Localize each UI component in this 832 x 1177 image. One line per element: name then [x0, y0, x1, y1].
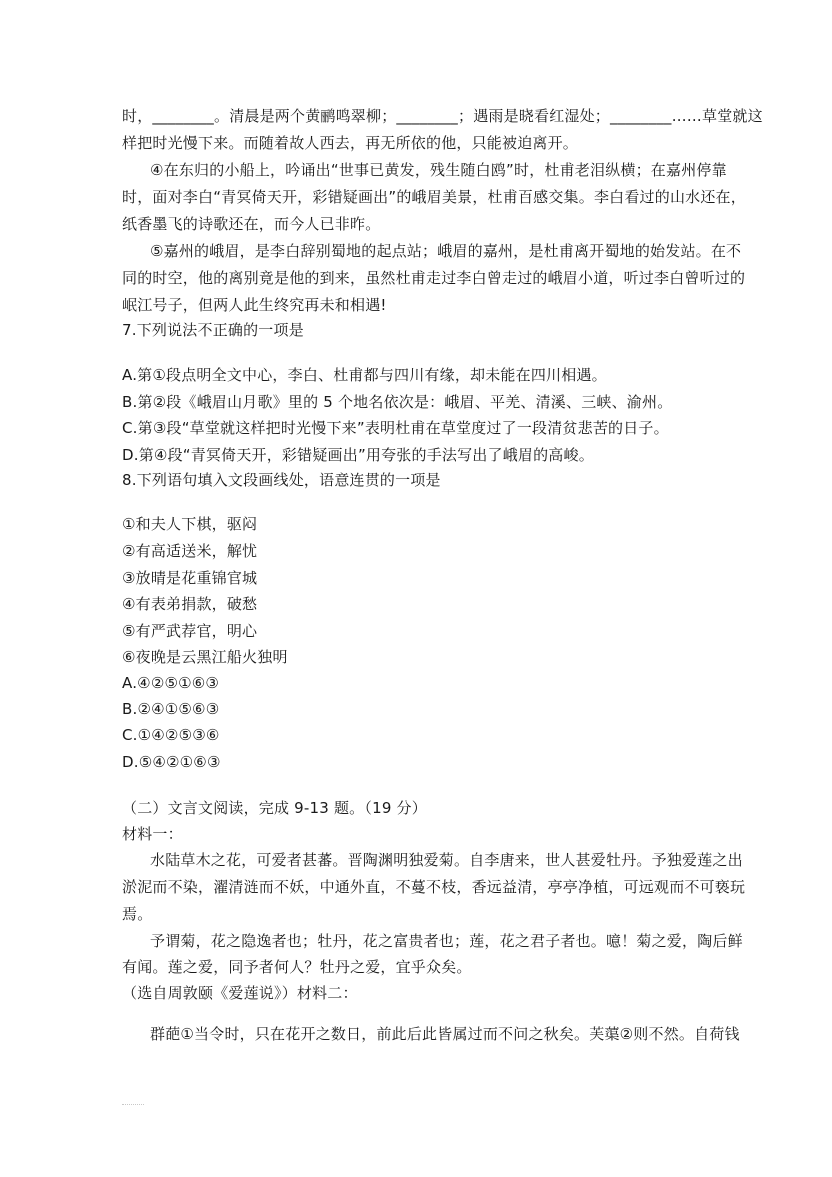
paragraph-3-line-2: 样把时光慢下来。而随着故人西去，再无所依的他，只能被迫离开。 — [122, 134, 579, 152]
question-7-option-c: C.第③段“草堂就这样把时光慢下来”表明杜甫在草堂度过了一段清贫悲苦的日子。 — [122, 419, 669, 437]
question-8-option-d: D.⑤④②①⑥③ — [122, 753, 221, 771]
paragraph-4-line-1: ④在东归的小船上，吟诵出“世事已黄发，残生随白鸥”时，杜甫老泪纵横；在嘉州停靠 — [150, 161, 727, 179]
question-8-option-a: A.④②⑤①⑥③ — [122, 674, 220, 692]
sentence-3: ③放晴是花重锦官城 — [122, 569, 258, 587]
question-7-option-b: B.第②段《峨眉山月歌》里的 5 个地名依次是：峨眉、平羌、清溪、三峡、渝州。 — [122, 393, 673, 411]
question-8-option-b: B.②④①⑤⑥③ — [122, 700, 220, 718]
paragraph-5-line-1: ⑤嘉州的峨眉，是李白辞别蜀地的起点站；峨眉的嘉州，是杜甫离开蜀地的始发站。在不 — [150, 242, 742, 260]
page-divider — [122, 1104, 144, 1105]
sentence-6: ⑥夜晚是云黑江船火独明 — [122, 648, 288, 666]
material-1-p1-line-2: 淤泥而不染，濯清涟而不妖，中通外直，不蔓不枝，香远益清，亭亭净植，可远观而不可亵玩 — [122, 878, 746, 896]
material-1-p1-line-1: 水陆草木之花，可爱者甚蕃。晋陶渊明独爱菊。自李唐来，世人甚爱牡丹。予独爱莲之出 — [150, 851, 743, 869]
material-1-p1-line-3: 焉。 — [122, 905, 153, 923]
material-1-p2-line-2: 有闻。莲之爱，同予者何人？牡丹之爱，宜乎众矣。 — [122, 958, 472, 976]
paragraph-4-line-2: 时，面对李白“青冥倚天开，彩错疑画出”的峨眉美景，杜甫百感交集。李白看过的山水还在， — [122, 188, 746, 206]
question-7-option-a: A.第①段点明全文中心，李白、杜甫都与四川有缘，却未能在四川相遇。 — [122, 366, 607, 384]
material-1-p2-line-1: 予谓菊，花之隐逸者也；牡丹，花之富贵者也；莲，花之君子者也。噫！菊之爱，陶后鲜 — [150, 932, 743, 950]
paragraph-4-line-3: 纸香墨飞的诗歌还在，而今人已非昨。 — [122, 215, 381, 233]
section-2-heading: （二）文言文阅读，完成 9-13 题。（19 分） — [122, 799, 427, 817]
question-7: 7.下列说法不正确的一项是 — [122, 321, 304, 339]
paragraph-5-line-2: 同的时空，他的离别竟是他的到来，虽然杜甫走过李白曾走过的峨眉小道，听过李白曾听过的 — [122, 269, 746, 287]
paragraph-3-line-1: 时，________。清晨是两个黄鹂鸣翠柳；________；遇雨是晓看红湿处；________……草堂就这 — [122, 107, 763, 125]
sentence-1: ①和夫人下棋，驱闷 — [122, 515, 258, 533]
question-8-option-c: C.①④②⑤③⑥ — [122, 726, 220, 744]
sentence-4: ④有表弟捐款，破愁 — [122, 595, 258, 613]
question-7-option-d: D.第④段“青冥倚天开，彩错疑画出”用夸张的手法写出了峨眉的高峻。 — [122, 446, 594, 464]
sentence-5: ⑤有严武荐官，明心 — [122, 622, 258, 640]
source-note: （选自周敦颐《爱莲说》）材料二： — [122, 984, 358, 1002]
sentence-2: ②有高适送米，解忧 — [122, 542, 258, 560]
material-1-heading: 材料一： — [122, 825, 183, 843]
question-8: 8.下列语句填入文段画线处，语意连贯的一项是 — [122, 471, 441, 489]
paragraph-5-line-3: 岷江号子，但两人此生终究再未和相遇! — [122, 296, 387, 314]
material-2-line-1: 群葩①当令时，只在花开之数日，前此后此皆属过而不问之秋矣。芙蕖②则不然。自荷钱 — [150, 1025, 740, 1043]
